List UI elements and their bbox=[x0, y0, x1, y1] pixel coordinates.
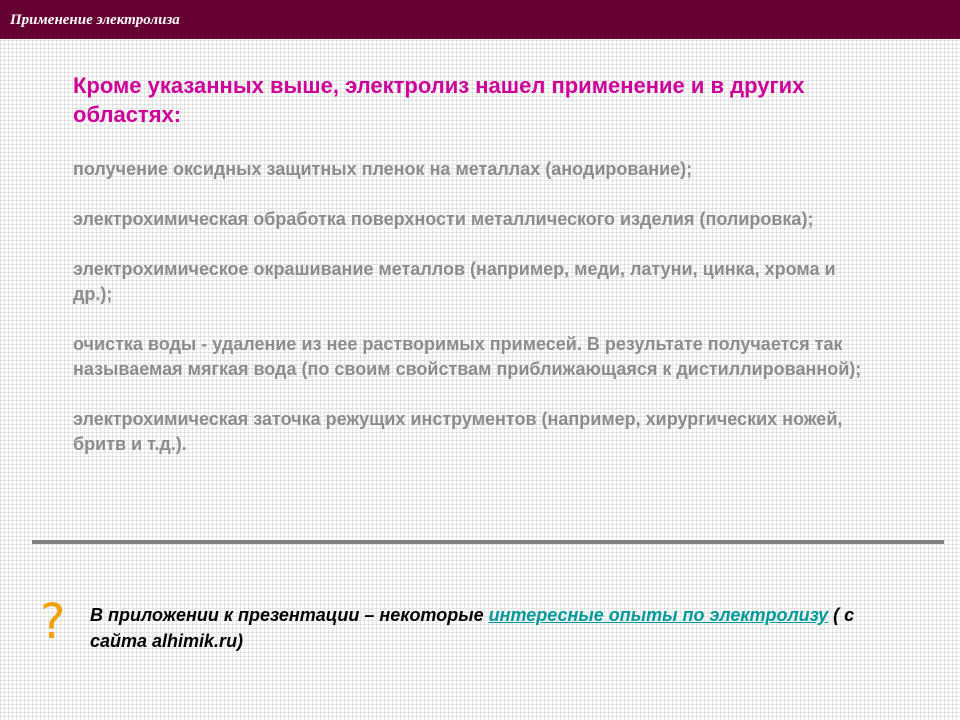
page-title: Применение электролиза bbox=[10, 12, 180, 28]
question-mark-icon: ? bbox=[40, 594, 66, 650]
list-item: электрохимическая заточка режущих инструментов (например, хирургических ножей, бритв и т.д.). bbox=[73, 409, 843, 454]
appendix-note bbox=[90, 602, 890, 654]
list-item: электрохимическое окрашивание металлов (например, меди, латуни, цинка, хрома и др.); bbox=[73, 259, 836, 304]
divider bbox=[32, 540, 944, 544]
note-suffix: ( с сайта alhimik.ru) bbox=[90, 605, 855, 651]
list-item: электрохимическая обработка поверхности металлического изделия (полировка); bbox=[73, 209, 814, 229]
experiments-link[interactable]: интересные опыты по электролизу bbox=[488, 605, 829, 625]
list-item: получение оксидных защитных пленок на металлах (анодирование); bbox=[73, 159, 693, 179]
list-item: очистка воды - удаление из нее растворимых примесей. В результате получается так называемая мягкая вода (по своим свойствам приближающаяся к дистиллированной); bbox=[73, 334, 862, 379]
applications-list bbox=[73, 157, 863, 482]
title-bar bbox=[0, 0, 960, 39]
section-heading: Кроме указанных выше, электролиз нашел применение и в других областях: bbox=[73, 73, 805, 127]
note-prefix: В приложении к презентации – некоторые bbox=[90, 605, 489, 625]
